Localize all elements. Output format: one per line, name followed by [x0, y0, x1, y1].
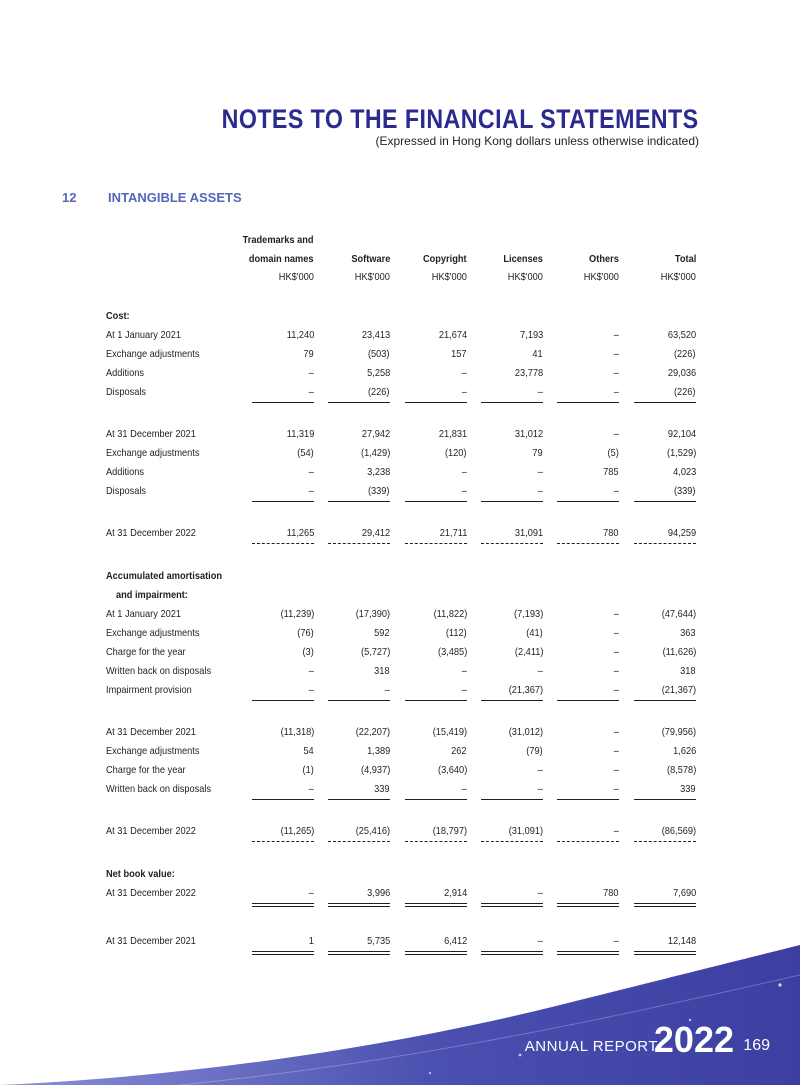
column-header: domain names	[249, 253, 314, 265]
subtotal-rule	[557, 700, 619, 701]
row-label: At 1 January 2021	[106, 608, 182, 620]
row-label: Impairment provision	[106, 684, 192, 696]
table-cell: –	[308, 485, 314, 497]
column-header-line1: Trademarks and	[243, 234, 314, 246]
table-cell: –	[308, 684, 314, 696]
row-label: At 31 December 2022	[106, 887, 196, 899]
table-cell: –	[461, 485, 467, 497]
table-cell: (21,367)	[661, 684, 696, 696]
table-cell: 1,626	[672, 745, 696, 757]
row-label: Net book value:	[106, 868, 175, 880]
subtotal-rule	[557, 799, 619, 800]
row-label: At 31 December 2022	[106, 527, 196, 539]
table-cell: –	[613, 825, 619, 837]
table-cell: –	[308, 665, 314, 677]
row-label: Charge for the year	[106, 646, 186, 658]
subtotal-rule	[557, 402, 619, 403]
table-cell: 23,413	[361, 329, 390, 341]
table-cell: 1	[308, 935, 314, 947]
table-cell: 94,259	[667, 527, 696, 539]
table-cell: 7,193	[519, 329, 543, 341]
table-cell: 27,942	[361, 428, 390, 440]
table-cell: 339	[374, 783, 390, 795]
table-cell: 7,690	[672, 887, 696, 899]
table-cell: –	[613, 745, 619, 757]
subtotal-rule	[252, 700, 314, 701]
footer-wave-graphic	[0, 945, 800, 1085]
row-label: Exchange adjustments	[106, 627, 200, 639]
table-cell: (41)	[526, 627, 543, 639]
table-cell: 31,012	[514, 428, 543, 440]
table-cell: (11,265)	[280, 825, 314, 837]
subtotal-rule	[634, 402, 696, 403]
table-cell: –	[537, 887, 543, 899]
table-cell: (17,390)	[355, 608, 390, 620]
table-cell: 31,091	[514, 527, 543, 539]
table-cell: 11,319	[286, 428, 314, 440]
table-cell: (22,207)	[355, 726, 390, 738]
subtotal-rule	[634, 799, 696, 800]
table-cell: (1,529)	[666, 447, 696, 459]
table-cell: –	[613, 428, 619, 440]
table-cell: –	[308, 386, 314, 398]
table-cell: 5,735	[366, 935, 390, 947]
table-cell: (76)	[297, 627, 314, 639]
table-cell: (339)	[368, 485, 390, 497]
dashed-rule	[252, 543, 314, 544]
table-cell: –	[461, 466, 467, 478]
subtotal-rule	[328, 700, 390, 701]
table-cell: –	[308, 887, 314, 899]
table-cell: (31,012)	[508, 726, 543, 738]
subtotal-rule	[405, 799, 467, 800]
report-year: 2022	[653, 1019, 734, 1060]
table-cell: (1)	[302, 764, 314, 776]
table-cell: 592	[374, 627, 390, 639]
table-cell: –	[613, 935, 619, 947]
table-cell: 3,238	[366, 466, 390, 478]
table-cell: (47,644)	[661, 608, 696, 620]
table-cell: 11,265	[286, 527, 314, 539]
column-header: Total	[674, 253, 696, 265]
column-unit: HK$'000	[660, 271, 696, 283]
table-cell: –	[461, 386, 467, 398]
table-cell: (25,416)	[355, 825, 390, 837]
table-cell: 21,711	[439, 527, 467, 539]
table-cell: –	[537, 485, 543, 497]
dashed-rule	[634, 543, 696, 544]
table-cell: 339	[680, 783, 696, 795]
table-cell: 29,036	[667, 367, 696, 379]
table-cell: (31,091)	[508, 825, 543, 837]
column-header: Others	[589, 253, 619, 265]
table-cell: (226)	[674, 348, 696, 360]
table-cell: (8,578)	[666, 764, 696, 776]
double-underline	[252, 903, 314, 907]
subtotal-rule	[405, 501, 467, 502]
row-label: At 31 December 2021	[106, 726, 196, 738]
table-cell: –	[613, 665, 619, 677]
row-label: At 31 December 2022	[106, 825, 196, 837]
table-cell: (3,485)	[437, 646, 467, 658]
subtotal-rule	[481, 402, 543, 403]
table-cell: –	[613, 783, 619, 795]
table-cell: (54)	[297, 447, 314, 459]
row-label: Exchange adjustments	[106, 745, 200, 757]
dashed-rule	[405, 543, 467, 544]
table-cell: 79	[532, 447, 543, 459]
annual-report-label: ANNUAL REPORT	[524, 1038, 658, 1055]
table-cell: 54	[303, 745, 314, 757]
dashed-rule	[252, 841, 314, 842]
table-cell: 318	[680, 665, 696, 677]
table-cell: (11,822)	[433, 608, 467, 620]
row-label: Charge for the year	[106, 764, 186, 776]
table-cell: –	[613, 367, 619, 379]
column-unit: HK$'000	[583, 271, 619, 283]
table-cell: (11,626)	[662, 646, 696, 658]
table-cell: (3)	[302, 646, 314, 658]
table-cell: (7,193)	[513, 608, 543, 620]
table-cell: (11,318)	[280, 726, 314, 738]
table-cell: 63,520	[667, 329, 696, 341]
table-cell: (1,429)	[360, 447, 390, 459]
subtotal-rule	[328, 501, 390, 502]
row-label: At 1 January 2021	[106, 329, 182, 341]
table-cell: 6,412	[443, 935, 467, 947]
row-label: and impairment:	[116, 589, 188, 601]
table-cell: –	[613, 608, 619, 620]
table-cell: 5,258	[366, 367, 390, 379]
table-cell: (11,239)	[280, 608, 314, 620]
dashed-rule	[405, 841, 467, 842]
dashed-rule	[557, 543, 619, 544]
column-header: Software	[350, 253, 390, 265]
table-cell: 780	[603, 887, 619, 899]
table-cell: –	[461, 367, 467, 379]
row-label: Exchange adjustments	[106, 348, 200, 360]
table-cell: 92,104	[667, 428, 696, 440]
table-cell: (3,640)	[437, 764, 467, 776]
column-header: Licenses	[503, 253, 543, 265]
table-cell: –	[613, 485, 619, 497]
table-cell: –	[537, 665, 543, 677]
column-unit: HK$'000	[431, 271, 467, 283]
subtotal-rule	[252, 799, 314, 800]
table-cell: (5,727)	[360, 646, 390, 658]
table-cell: (15,419)	[432, 726, 467, 738]
column-unit: HK$'000	[278, 271, 314, 283]
page-number: 169	[743, 1037, 770, 1054]
table-cell: 79	[303, 348, 314, 360]
subtotal-rule	[634, 700, 696, 701]
subtotal-rule	[557, 501, 619, 502]
subtotal-rule	[405, 402, 467, 403]
table-cell: (18,797)	[432, 825, 467, 837]
table-cell: –	[384, 684, 390, 696]
table-cell: 41	[532, 348, 543, 360]
table-cell: –	[613, 764, 619, 776]
table-cell: 21,831	[438, 428, 467, 440]
table-cell: –	[461, 665, 467, 677]
subtotal-rule	[481, 700, 543, 701]
section-number: 12	[62, 190, 77, 205]
subtotal-rule	[252, 402, 314, 403]
table-cell: 785	[603, 466, 619, 478]
table-cell: –	[537, 783, 543, 795]
subtotal-rule	[634, 501, 696, 502]
row-label: Accumulated amortisation	[106, 570, 223, 582]
table-cell: (5)	[607, 447, 619, 459]
table-cell: (112)	[446, 627, 467, 639]
table-cell: 12,148	[667, 935, 696, 947]
subtotal-rule	[405, 700, 467, 701]
table-cell: 780	[603, 527, 619, 539]
table-cell: –	[537, 466, 543, 478]
table-cell: –	[613, 726, 619, 738]
table-cell: (120)	[445, 447, 467, 459]
page-subtitle: (Expressed in Hong Kong dollars unless otherwise indicated)	[375, 134, 699, 148]
table-cell: 11,240	[286, 329, 314, 341]
table-cell: (339)	[674, 485, 696, 497]
row-label: At 31 December 2021	[106, 935, 196, 947]
subtotal-rule	[328, 799, 390, 800]
table-cell: (79)	[526, 745, 543, 757]
table-cell: 21,674	[438, 329, 467, 341]
column-header: Copyright	[423, 253, 467, 265]
table-cell: 363	[680, 627, 696, 639]
row-label: At 31 December 2021	[106, 428, 196, 440]
table-cell: 262	[451, 745, 467, 757]
double-underline	[328, 903, 390, 907]
table-cell: (2,411)	[514, 646, 543, 658]
row-label: Additions	[106, 367, 145, 379]
table-cell: (86,569)	[661, 825, 696, 837]
row-label: Written back on disposals	[106, 665, 212, 677]
table-cell: –	[613, 386, 619, 398]
subtotal-rule	[481, 501, 543, 502]
table-cell: –	[613, 627, 619, 639]
dashed-rule	[481, 841, 543, 842]
table-cell: 4,023	[672, 466, 696, 478]
table-cell: 157	[451, 348, 467, 360]
table-cell: 1,389	[366, 745, 390, 757]
table-cell: –	[461, 684, 467, 696]
double-underline	[481, 903, 543, 907]
page-title: NOTES TO THE FINANCIAL STATEMENTS	[222, 104, 699, 134]
table-cell: 23,778	[514, 367, 543, 379]
table-cell: 29,412	[361, 527, 390, 539]
row-label: Disposals	[106, 386, 147, 398]
table-cell: 2,914	[443, 887, 467, 899]
table-cell: –	[461, 783, 467, 795]
table-cell: (21,367)	[508, 684, 543, 696]
double-underline	[634, 903, 696, 907]
table-cell: –	[537, 386, 543, 398]
table-cell: –	[613, 646, 619, 658]
table-cell: (4,937)	[360, 764, 390, 776]
row-label: Additions	[106, 466, 145, 478]
row-label: Written back on disposals	[106, 783, 212, 795]
table-cell: –	[613, 329, 619, 341]
table-cell: –	[537, 935, 543, 947]
table-cell: (79,956)	[661, 726, 696, 738]
footer-band	[0, 945, 800, 1085]
double-underline	[405, 903, 467, 907]
table-cell: –	[537, 764, 543, 776]
dashed-rule	[328, 543, 390, 544]
subtotal-rule	[252, 501, 314, 502]
table-cell: –	[308, 367, 314, 379]
dashed-rule	[328, 841, 390, 842]
section-title: INTANGIBLE ASSETS	[108, 190, 242, 205]
column-unit: HK$'000	[354, 271, 390, 283]
double-underline	[557, 903, 619, 907]
table-cell: –	[308, 466, 314, 478]
row-label: Cost:	[106, 310, 130, 322]
dashed-rule	[634, 841, 696, 842]
column-unit: HK$'000	[507, 271, 543, 283]
table-cell: 3,996	[366, 887, 390, 899]
dashed-rule	[481, 543, 543, 544]
dashed-rule	[557, 841, 619, 842]
table-cell: –	[308, 783, 314, 795]
table-cell: 318	[374, 665, 390, 677]
row-label: Disposals	[106, 485, 147, 497]
table-cell: (503)	[368, 348, 390, 360]
subtotal-rule	[481, 799, 543, 800]
table-cell: –	[613, 684, 619, 696]
row-label: Exchange adjustments	[106, 447, 200, 459]
table-cell: (226)	[368, 386, 390, 398]
subtotal-rule	[328, 402, 390, 403]
table-cell: –	[613, 348, 619, 360]
table-cell: (226)	[674, 386, 696, 398]
